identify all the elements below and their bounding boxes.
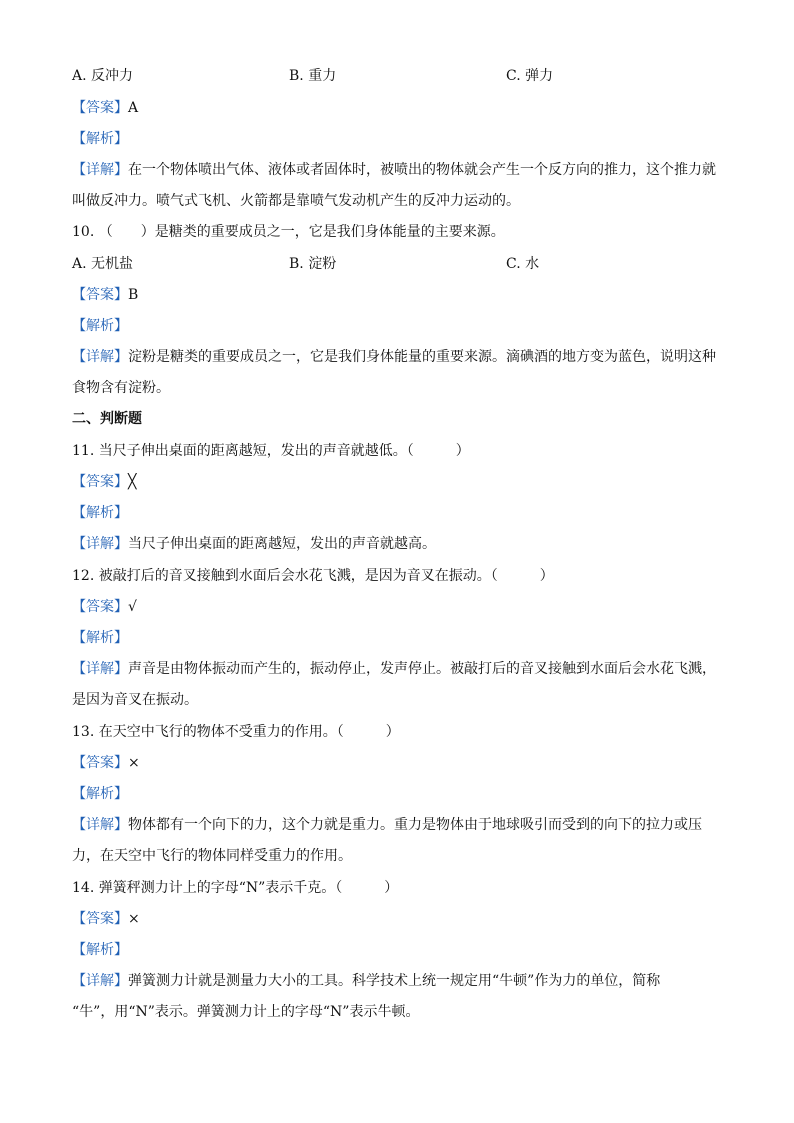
q12-detail-line-1 [72, 659, 720, 679]
answer-tag: 【答案】 [72, 100, 128, 116]
answer-tag: 【答案】 [72, 755, 128, 771]
q9-option-c: C. 弹力 [506, 68, 554, 84]
q13-analysis-tag: 【解析】 [72, 786, 128, 802]
q14-question: 14. 弹簧秤测力计上的字母“N”表示千克。（ ） [72, 880, 399, 896]
q9-answer: A [128, 100, 139, 116]
q11-analysis-tag: 【解析】 [72, 505, 128, 521]
q12-question: 12. 被敲打后的音叉接触到水面后会水花飞溅，是因为音叉在振动。（ ） [72, 568, 554, 584]
q14-analysis-tag: 【解析】 [72, 942, 128, 958]
q9-detail-line-1 [72, 160, 720, 180]
q11-question: 11. 当尺子伸出桌面的距离越短，发出的声音就越低。（ ） [72, 443, 470, 459]
q10-detail-text-1: 淀粉是糖类的重要成员之一，它是我们身体能量的重要来源。滴碘酒的地方变为蓝色，说明这种 [128, 349, 716, 365]
q10-detail-line-1 [72, 347, 720, 367]
answer-tag: 【答案】 [72, 911, 128, 927]
q10-answer: B [128, 287, 139, 303]
q9-analysis-tag: 【解析】 [72, 131, 128, 147]
q9-answer-line [72, 98, 720, 118]
q10-option-a: A. 无机盐 [72, 256, 134, 272]
detail-tag: 【详解】 [72, 817, 128, 833]
q12-analysis-tag: 【解析】 [72, 630, 128, 646]
q14-answer-line [72, 909, 720, 929]
q14-detail-text-1: 弹簧测力计就是测量力大小的工具。科学技术上统一规定用“牛顿”作为力的单位，简称 [128, 973, 661, 989]
answer-tag: 【答案】 [72, 599, 128, 615]
q10-option-c: C. 水 [506, 256, 540, 272]
section-title: 二、判断题 [72, 411, 142, 427]
q9-option-b: B. 重力 [289, 68, 337, 84]
q14-detail-line-1 [72, 971, 720, 991]
q11-detail-line-1 [72, 534, 720, 554]
q9-option-a: A. 反冲力 [72, 68, 134, 84]
q11-answer: ╳ [128, 474, 137, 490]
q14-answer: × [128, 911, 140, 927]
detail-tag: 【详解】 [72, 162, 128, 178]
detail-tag: 【详解】 [72, 536, 128, 552]
q13-detail-line-1 [72, 815, 720, 835]
detail-tag: 【详解】 [72, 349, 128, 365]
q12-detail-line-2: 是因为音叉在振动。 [72, 692, 198, 708]
detail-tag: 【详解】 [72, 661, 128, 677]
q13-detail-text-1: 物体都有一个向下的力，这个力就是重力。重力是物体由于地球吸引而受到的向下的拉力或压 [128, 817, 702, 833]
q10-question: 10. （ ）是糖类的重要成员之一，它是我们身体能量的主要来源。 [72, 224, 505, 240]
q12-answer: √ [128, 599, 137, 615]
q13-answer-line [72, 753, 720, 773]
q12-detail-text-1: 声音是由物体振动而产生的，振动停止，发声停止。被敲打后的音叉接触到水面后会水花飞溅， [128, 661, 716, 677]
detail-tag: 【详解】 [72, 973, 128, 989]
q11-answer-line [72, 472, 720, 492]
q9-detail-line-2: 叫做反冲力。喷气式飞机、火箭都是靠喷气发动机产生的反冲力运动的。 [72, 193, 520, 209]
q10-answer-line [72, 285, 720, 305]
q10-option-b: B. 淀粉 [289, 256, 337, 272]
q13-answer: × [128, 755, 140, 771]
q9-detail-text-1: 在一个物体喷出气体、液体或者固体时，被喷出的物体就会产生一个反方向的推力，这个推力就 [128, 162, 716, 178]
q11-detail-text-1: 当尺子伸出桌面的距离越短，发出的声音就越高。 [128, 536, 436, 552]
q12-answer-line [72, 597, 720, 617]
answer-tag: 【答案】 [72, 287, 128, 303]
q10-analysis-tag: 【解析】 [72, 318, 128, 334]
q14-detail-line-2: “牛”，用“N”表示。弹簧测力计上的字母“N”表示牛顿。 [72, 1004, 420, 1020]
answer-tag: 【答案】 [72, 474, 128, 490]
q10-detail-line-2: 食物含有淀粉。 [72, 380, 170, 396]
q13-question: 13. 在天空中飞行的物体不受重力的作用。（ ） [72, 724, 400, 740]
q13-detail-line-2: 力，在天空中飞行的物体同样受重力的作用。 [72, 848, 352, 864]
